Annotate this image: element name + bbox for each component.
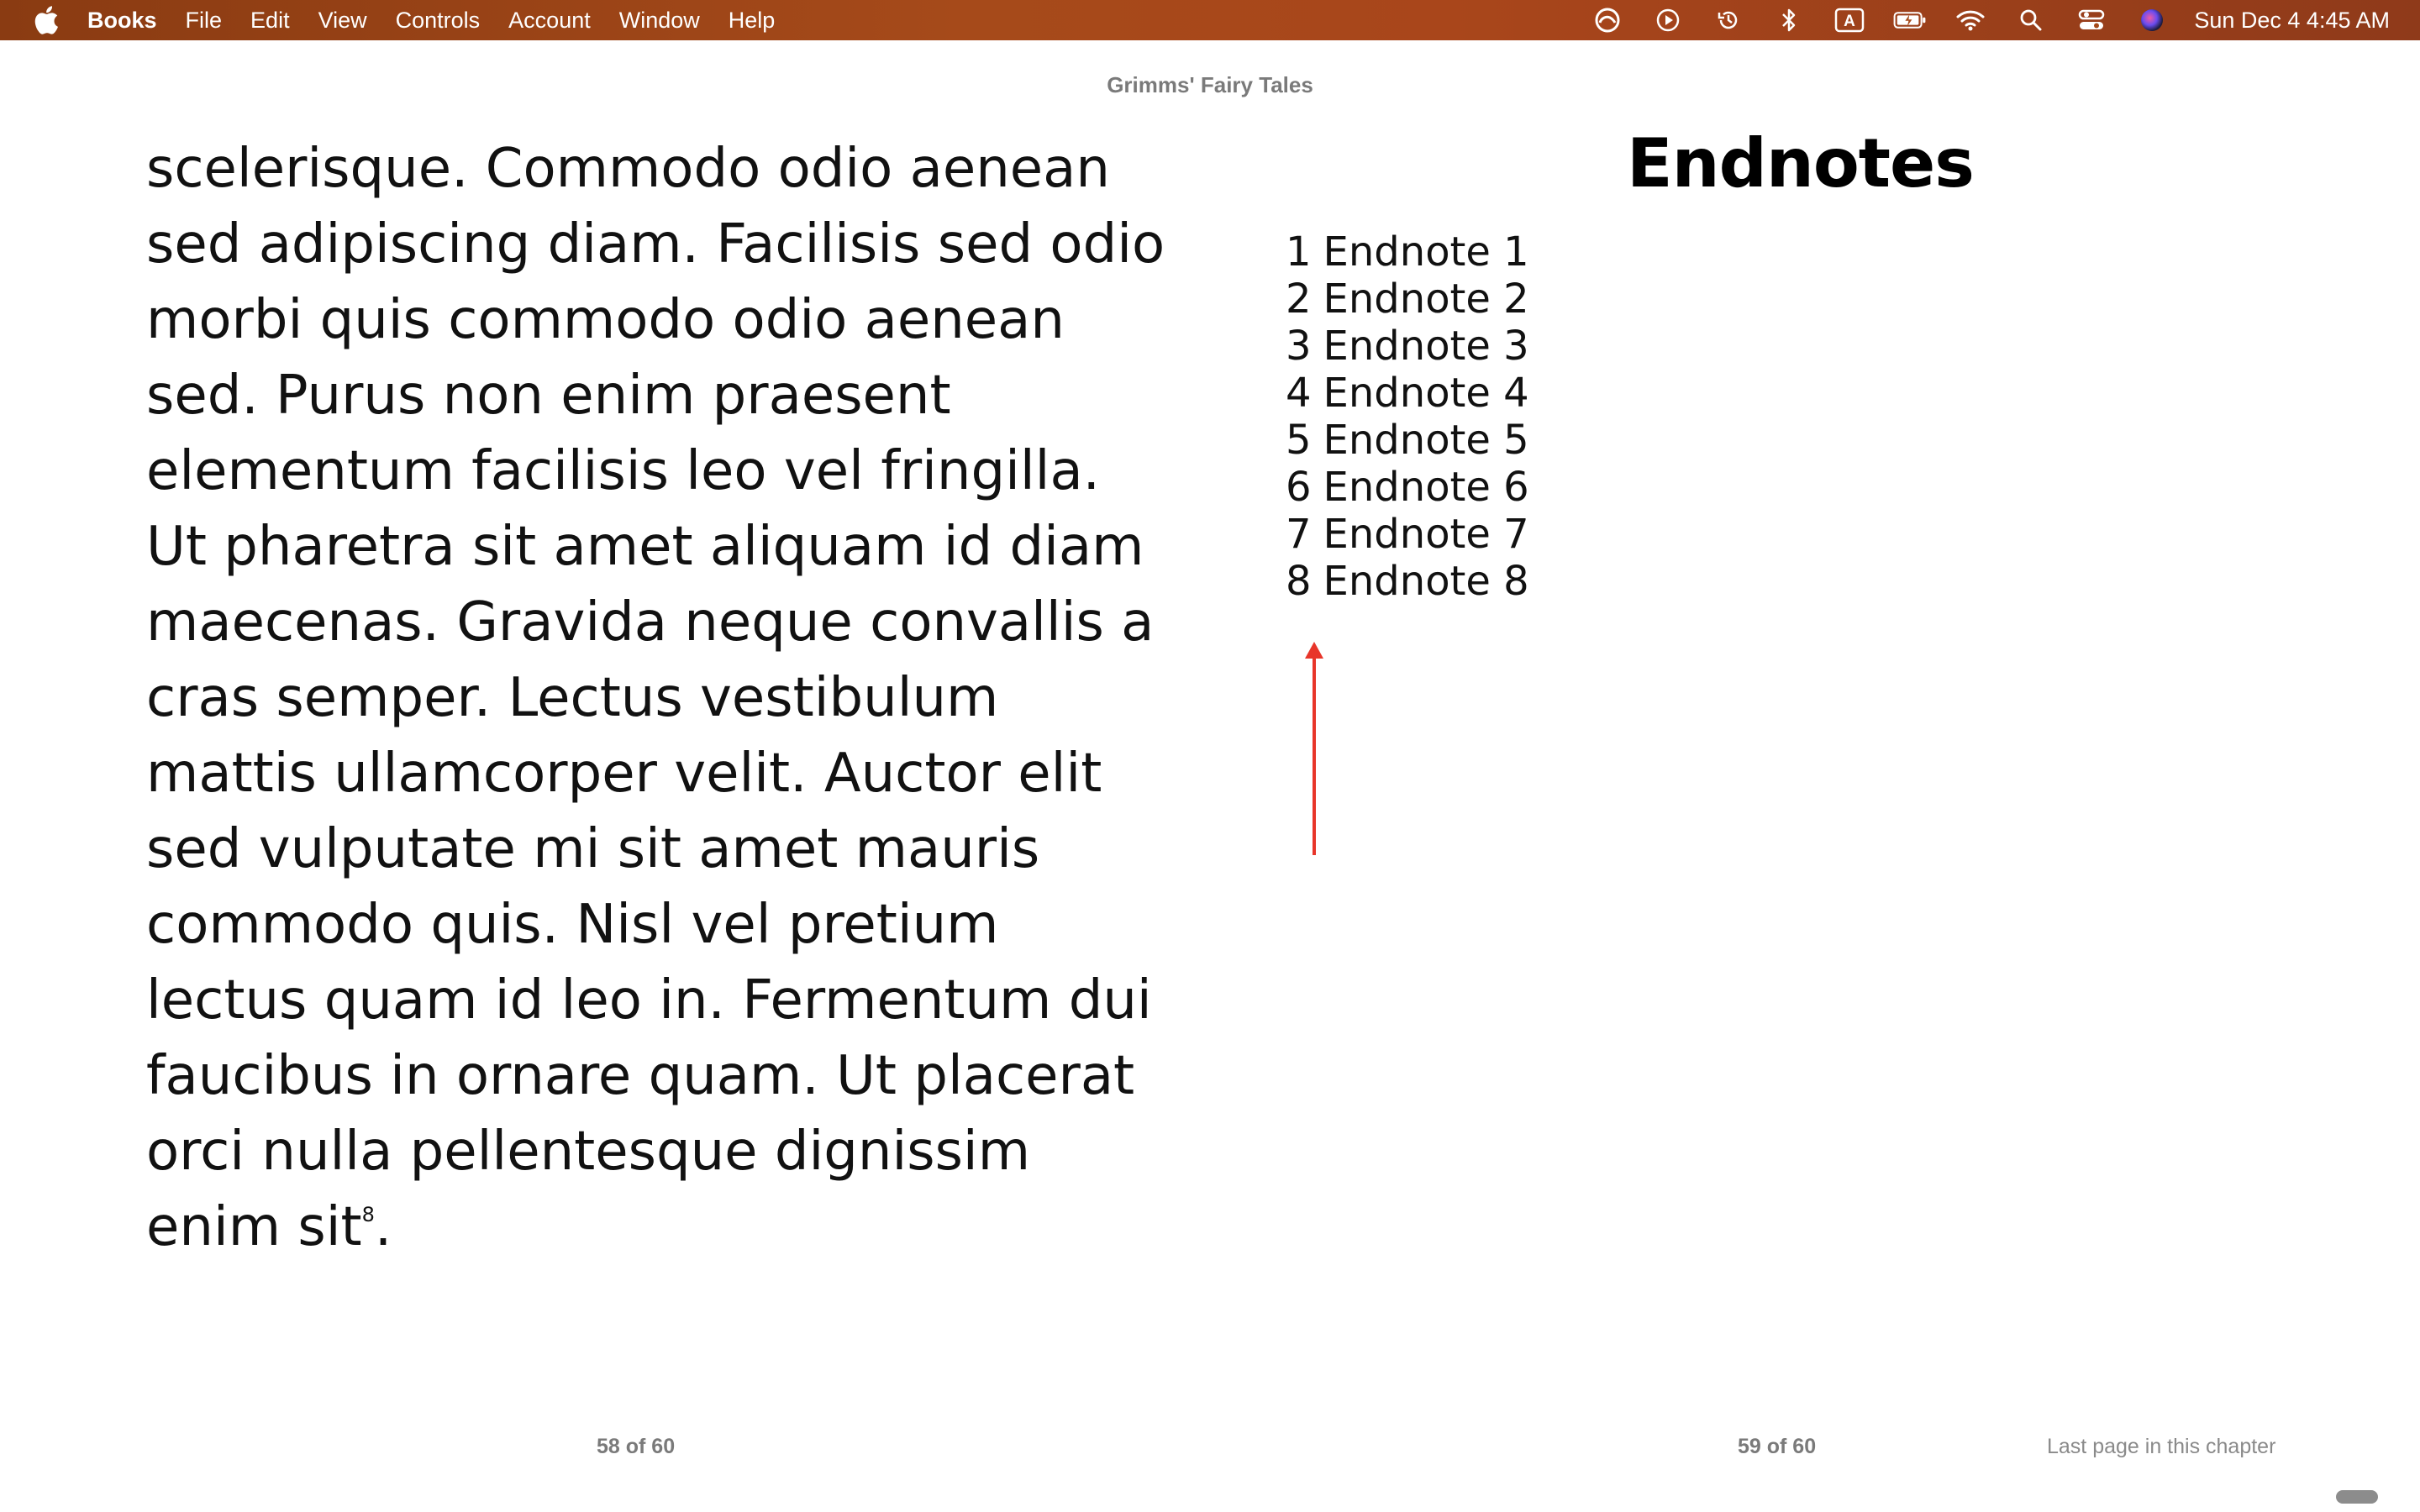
menu-file[interactable]: File	[185, 8, 223, 33]
endnote-number: 3	[1286, 323, 1312, 370]
endnote-item[interactable]	[1286, 417, 1529, 464]
window-resize-handle[interactable]	[2336, 1490, 2378, 1504]
endnote-item[interactable]	[1286, 276, 1529, 323]
endnote-label: Endnote 5	[1323, 417, 1529, 464]
endnote-number: 8	[1286, 558, 1312, 605]
menu-list	[87, 0, 803, 40]
spotlight-search-icon[interactable]	[2014, 7, 2048, 34]
play-circle-icon[interactable]	[1651, 7, 1685, 34]
chapter-status: Last page in this chapter	[2047, 1435, 2276, 1458]
endnote-item[interactable]	[1286, 370, 1529, 417]
menu-window[interactable]: Window	[618, 8, 700, 33]
menu-controls[interactable]: Controls	[395, 8, 481, 33]
endnote-label: Endnote 2	[1323, 276, 1529, 323]
endnote-number: 2	[1286, 276, 1312, 323]
page-number-left: 58 of 60	[597, 1435, 676, 1458]
endnote-item[interactable]	[1286, 323, 1529, 370]
footnote-ref-8[interactable]: 8	[361, 1203, 375, 1226]
endnotes-heading: Endnotes	[1627, 124, 1974, 202]
menu-bar	[0, 0, 2420, 40]
endnote-list	[1286, 228, 1529, 605]
endnote-number: 1	[1286, 228, 1312, 276]
menu-help[interactable]: Help	[728, 8, 776, 33]
left-page-body: scelerisque. Commodo odio aenean sed adipiscing diam. Facilisis sed odio morbi quis commodo odio aenean sed. Purus non enim praesent elementum facilisis leo vel fringilla. Ut pharetra sit amet aliquam id diam maecenas. Gravida neque convallis a cras semper. Lectus vestibulum mattis ullamcorper velit. Auctor elit sed vulputate mi sit amet mauris commodo quis. Nisl vel pretium lectus quam id leo in. Fermentum dui faucibus in ornare quam. Ut placerat orci nulla pellentesque dignissim enim sit	[146, 138, 1165, 1258]
endnote-item[interactable]	[1286, 511, 1529, 558]
book-window	[0, 40, 2420, 1512]
input-source-icon[interactable]	[1833, 7, 1866, 34]
bluetooth-icon[interactable]	[1772, 7, 1806, 34]
endnote-label: Endnote 7	[1323, 511, 1529, 558]
wifi-icon[interactable]	[1954, 7, 1987, 34]
menu-clock[interactable]: Sun Dec 4 4:45 AM	[2194, 7, 2390, 33]
endnote-number: 4	[1286, 370, 1312, 417]
menu-app-books[interactable]: Books	[87, 8, 157, 33]
book-title: Grimms' Fairy Tales	[1107, 72, 1313, 97]
creative-cloud-icon[interactable]	[1591, 7, 1624, 34]
time-machine-icon[interactable]	[1712, 7, 1745, 34]
endnote-label: Endnote 3	[1323, 323, 1529, 370]
endnote-item[interactable]	[1286, 228, 1529, 276]
endnote-number: 5	[1286, 417, 1312, 464]
endnote-number: 7	[1286, 511, 1312, 558]
arrow-up-icon	[1297, 638, 1331, 857]
endnote-item[interactable]	[1286, 464, 1529, 511]
siri-icon[interactable]	[2135, 7, 2169, 34]
battery-icon[interactable]	[1893, 7, 1927, 34]
left-page-text	[146, 131, 1171, 1265]
menu-edit[interactable]: Edit	[250, 8, 290, 33]
apple-menu-icon[interactable]	[32, 5, 59, 35]
endnote-label: Endnote 1	[1323, 228, 1529, 276]
endnote-label: Endnote 6	[1323, 464, 1529, 511]
menu-account[interactable]: Account	[508, 8, 591, 33]
endnote-label: Endnote 8	[1323, 558, 1529, 605]
endnote-number: 6	[1286, 464, 1312, 511]
input-source-label: A	[1844, 13, 1856, 30]
page-number-right: 59 of 60	[1738, 1435, 1817, 1458]
endnote-label: Endnote 4	[1323, 370, 1529, 417]
left-page-trailing: .	[374, 1196, 392, 1258]
control-center-icon[interactable]	[2075, 7, 2108, 34]
menu-view[interactable]: View	[318, 8, 367, 33]
endnote-item[interactable]	[1286, 558, 1529, 605]
status-area	[1564, 0, 2390, 40]
